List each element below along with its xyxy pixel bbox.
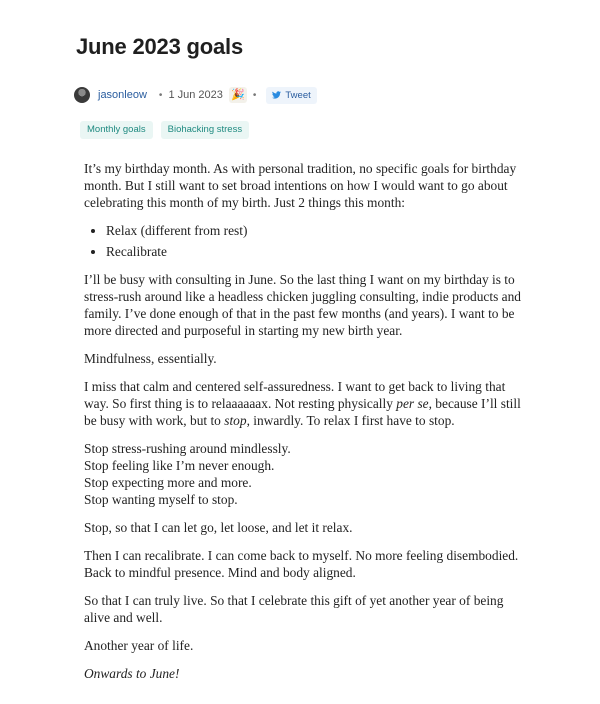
paragraph-another-year: Another year of life.	[84, 638, 194, 653]
text-segment: , inwardly. To relax I first have to stop.	[246, 413, 455, 428]
intentions-list	[84, 222, 524, 260]
tag-biohacking-stress[interactable]: Biohacking stress	[161, 121, 249, 139]
closing-emphasis: Onwards to June!	[84, 666, 180, 681]
stop-line: Stop stress-rushing around mindlessly.	[84, 441, 291, 456]
text-segment: , because I’ll still be busy with work, but to	[84, 396, 521, 428]
tweet-button[interactable]	[266, 87, 316, 104]
author-link[interactable]: jasonleow	[98, 89, 147, 101]
text-segment: I miss that calm and centered self-assuredness. I want to get back to living that way. So first thing is to relaaaaaax. Not resting physically	[84, 379, 506, 411]
paragraph-consulting: I’ll be busy with consulting in June. So the last thing I want on my birthday is to stress-rush around like a headless chicken juggling consulting, indie products and family. I’ve done enough of that in the past few months (and years). I want to be more directed and purposeful in starting my new birth year.	[84, 272, 521, 338]
paragraph-recalibrate: Then I can recalibrate. I can come back to myself. No more feeling disembodied. Back to mindful presence. Mind and body aligned.	[84, 548, 519, 580]
meta-separator-2: •	[252, 89, 257, 101]
emphasis-per-se: per se	[396, 396, 429, 411]
tweet-label: Tweet	[285, 89, 311, 101]
paragraph-onwards	[84, 665, 524, 682]
post-title: June 2023 goals	[76, 34, 243, 59]
post-date: 1 Jun 2023	[168, 89, 223, 101]
stop-line: Stop wanting myself to stop.	[84, 492, 238, 507]
post-meta	[74, 86, 317, 104]
party-popper-icon[interactable]: 🎉	[229, 87, 247, 103]
paragraph-intro: It’s my birthday month. As with personal tradition, no specific goals for birthday month. But I still want to set broad intentions on how I would want to go about celebrating this month of my birth. Just 2 things this month:	[84, 161, 517, 210]
meta-separator: •	[158, 89, 163, 101]
paragraph-live: So that I can truly live. So that I celebrate this gift of yet another year of being alive and well.	[84, 593, 504, 625]
stop-line: Stop expecting more and more.	[84, 475, 252, 490]
emphasis-stop: stop	[224, 413, 247, 428]
tag-monthly-goals[interactable]: Monthly goals	[80, 121, 153, 139]
list-item: • Relax (different from rest)	[106, 222, 524, 239]
paragraph-stop-lines	[84, 440, 524, 508]
author-avatar[interactable]	[74, 87, 90, 103]
paragraph-mindfulness: Mindfulness, essentially.	[84, 351, 217, 366]
tag-list	[80, 121, 249, 139]
paragraph-let-go: Stop, so that I can let go, let loose, and let it relax.	[84, 520, 353, 535]
list-item: • Recalibrate	[106, 243, 524, 260]
paragraph-relax	[84, 378, 524, 429]
post-body	[84, 160, 524, 693]
stop-line: Stop feeling like I’m never enough.	[84, 458, 275, 473]
twitter-bird-icon	[272, 91, 281, 99]
